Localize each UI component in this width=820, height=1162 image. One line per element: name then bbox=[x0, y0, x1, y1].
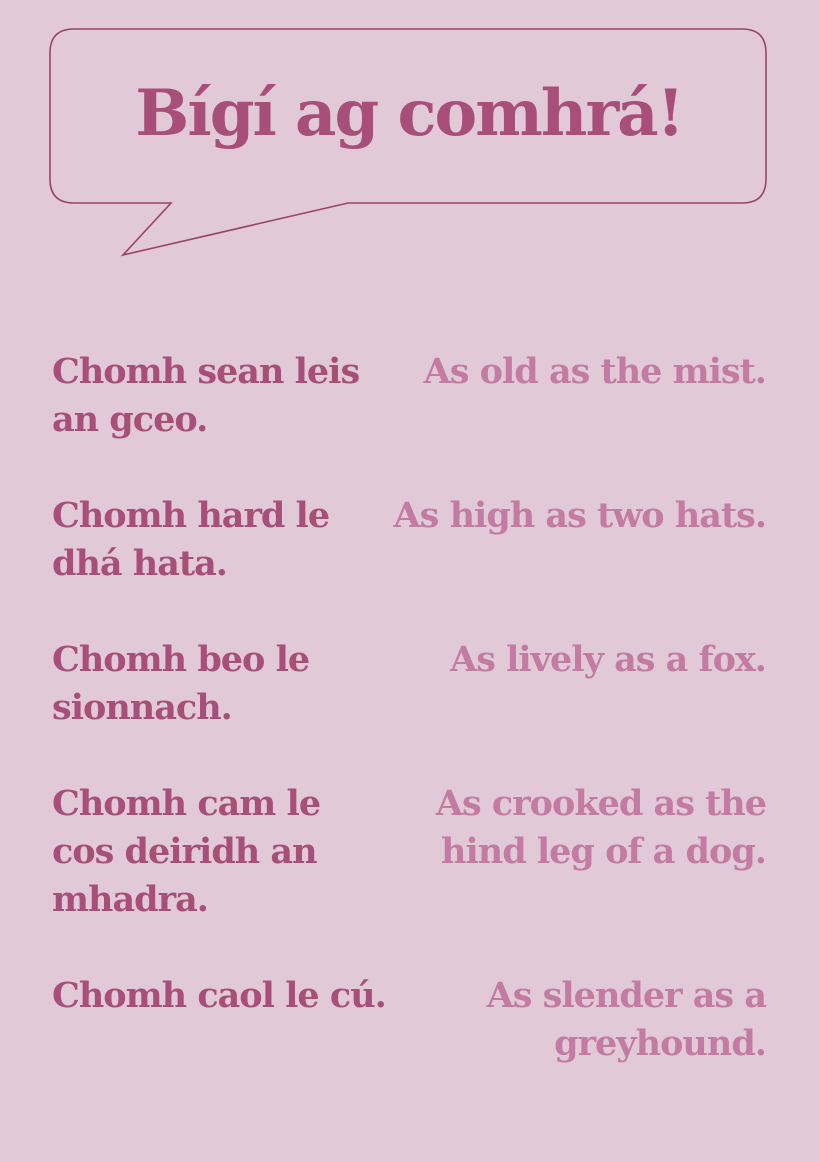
english-translation: As slender as a greyhound. bbox=[486, 975, 766, 1064]
english-translation: As lively as a fox. bbox=[450, 639, 766, 680]
phrase-row bbox=[52, 636, 766, 732]
irish-phrase: Chomh cam le cos deiridh an mhadra. bbox=[52, 783, 321, 920]
english-translation: As high as two hats. bbox=[393, 495, 766, 536]
phrase-row bbox=[52, 972, 766, 1068]
english-translation: As crooked as the hind leg of a dog. bbox=[435, 783, 766, 872]
irish-phrase: Chomh beo le sionnach. bbox=[52, 639, 310, 728]
english-translation: As old as the mist. bbox=[423, 351, 766, 392]
phrase-list bbox=[52, 348, 766, 1116]
phrase-row bbox=[52, 492, 766, 588]
phrase-row bbox=[52, 348, 766, 444]
page-title: Bígí ag comhrá! bbox=[135, 76, 683, 151]
phrase-row bbox=[52, 780, 766, 924]
irish-phrase: Chomh caol le cú. bbox=[52, 975, 386, 1016]
irish-phrase: Chomh hard le dhá hata. bbox=[52, 495, 330, 584]
irish-phrase: Chomh sean leis an gceo. bbox=[52, 351, 360, 440]
